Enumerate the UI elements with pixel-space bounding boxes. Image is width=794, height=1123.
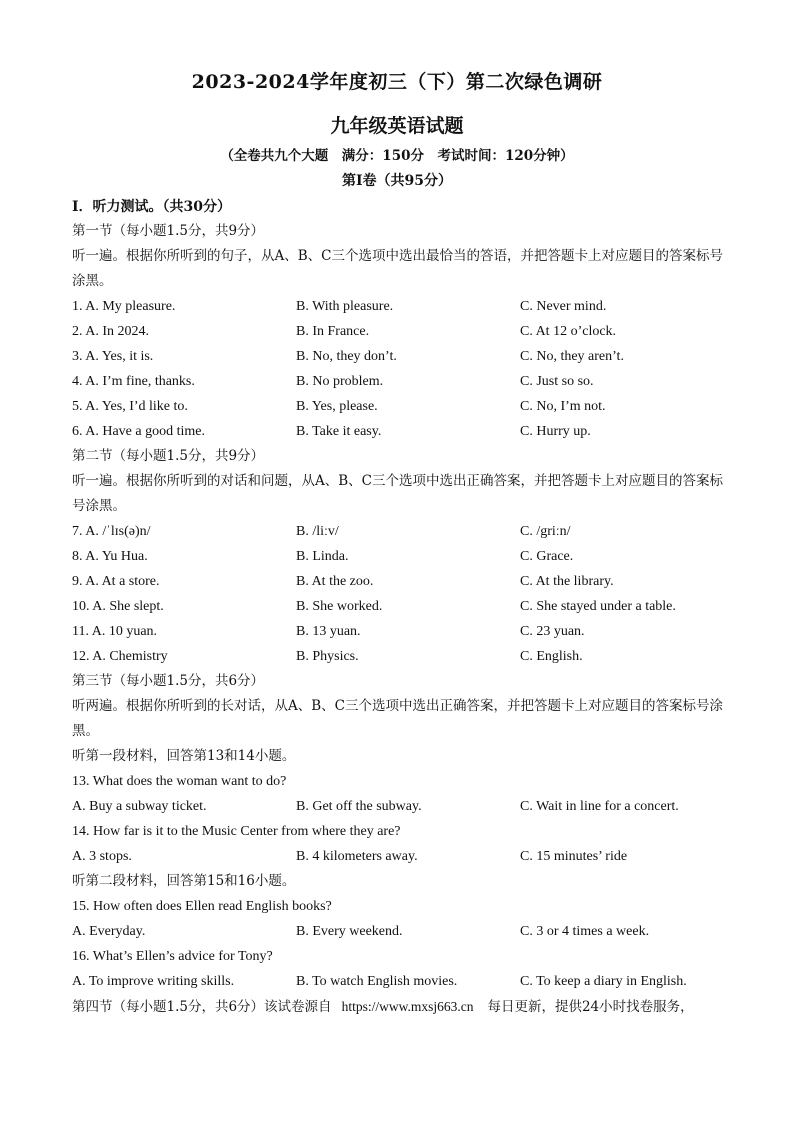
option-b: B. Yes, please.: [296, 399, 378, 414]
option-a: 10. A. She slept.: [72, 599, 164, 614]
source-link[interactable]: https://www.mxsj663.cn: [341, 999, 474, 1014]
option-c: C. Just so so.: [520, 374, 594, 389]
question-row: [72, 544, 732, 569]
option-c: C. Grace.: [520, 549, 574, 564]
option-c: C. Never mind.: [520, 299, 607, 314]
part3-title: 第三节（每小题1.5分，共6分）: [72, 673, 265, 689]
part4-title-line: [72, 994, 732, 1019]
exam-title: 2023-2024学年度初三（下）第二次绿色调研: [191, 71, 603, 93]
part3-instruction: 听两遍。根据你所听到的长对话，从A、B、C三个选项中选出正确答案，并把答题卡上对应题目的答案标号涂黑。: [72, 698, 723, 739]
option-a: 1. A. My pleasure.: [72, 299, 176, 314]
option-b: B. Every weekend.: [296, 924, 403, 939]
question-row: [72, 969, 732, 994]
part1-title: 第一节（每小题1.5分，共9分）: [72, 223, 265, 239]
question-row: [72, 394, 732, 419]
exam-subtitle: 九年级英语试题: [330, 115, 464, 137]
service-note: 每日更新，提供24小时找卷服务，: [487, 999, 694, 1015]
section-heading: Ⅰ．听力测试。（共30分）: [72, 199, 232, 215]
option-b: B. Physics.: [296, 649, 359, 664]
option-c: C. 23 yuan.: [520, 624, 585, 639]
option-b: B. 13 yuan.: [296, 624, 361, 639]
option-c: C. No, I’m not.: [520, 399, 606, 414]
option-a: 6. A. Have a good time.: [72, 424, 205, 439]
question-row: [72, 294, 732, 319]
part4-title: 第四节（每小题1.5分，共6分）该试卷源自: [72, 999, 332, 1015]
option-a: 11. A. 10 yuan.: [72, 624, 158, 639]
material-1-note: 听第一段材料，回答第13和14小题。: [72, 748, 296, 764]
option-b: B. With pleasure.: [296, 299, 394, 314]
question-row: [72, 844, 732, 869]
question-row: [72, 644, 732, 669]
option-c: C. At the library.: [520, 574, 614, 589]
option-b: B. Linda.: [296, 549, 349, 564]
option-a: 8. A. Yu Hua.: [72, 549, 148, 564]
option-b: B. Take it easy.: [296, 424, 382, 439]
option-c: C. At 12 o’clock.: [520, 324, 617, 339]
option-b: B. At the zoo.: [296, 574, 374, 589]
exam-info: （全卷共九个大题 满分：150分 考试时间：120分钟）: [220, 148, 574, 164]
question-stem: 16. What’s Ellen’s advice for Tony?: [72, 949, 273, 964]
option-a: 2. A. In 2024.: [72, 324, 149, 339]
option-a: 3. A. Yes, it is.: [72, 349, 154, 364]
option-c: C. /griːn/: [520, 524, 571, 539]
question-stem: 13. What does the woman want to do?: [72, 774, 287, 789]
option-b: B. No problem.: [296, 374, 384, 389]
question-row: [72, 344, 732, 369]
question-row: [72, 619, 732, 644]
material-2-note: 听第二段材料，回答第15和16小题。: [72, 873, 296, 889]
volume-label: 第Ⅰ卷（共95分）: [341, 173, 453, 189]
option-c: C. 3 or 4 times a week.: [520, 924, 650, 939]
question-row: [72, 794, 732, 819]
question-stem: 14. How far is it to the Music Center from where they are?: [72, 824, 401, 839]
part2-instruction: 听一遍。根据你所听到的对话和问题，从A、B、C三个选项中选出正确答案，并把答题卡上对应题目的答案标号涂黑。: [72, 473, 723, 514]
part1-instruction: 听一遍。根据你所听到的句子，从A、B、C三个选项中选出最恰当的答语，并把答题卡上对应题目的答案标号涂黑。: [72, 248, 723, 289]
question-row: [72, 519, 732, 544]
question-row: [72, 919, 732, 944]
option-b: B. To watch English movies.: [296, 974, 458, 989]
option-c: C. No, they aren’t.: [520, 349, 624, 364]
option-c: C. Hurry up.: [520, 424, 591, 439]
option-b: B. 4 kilometers away.: [296, 849, 418, 864]
question-stem: 15. How often does Ellen read English books?: [72, 899, 332, 914]
option-a: A. Buy a subway ticket.: [72, 799, 207, 814]
option-a: A. Everyday.: [72, 924, 146, 939]
option-a: A. To improve writing skills.: [72, 974, 235, 989]
option-a: 7. A. /ˈlɪs(ə)n/: [72, 524, 151, 539]
option-b: B. No, they don’t.: [296, 349, 397, 364]
question-row: [72, 319, 732, 344]
option-a: 4. A. I’m fine, thanks.: [72, 374, 195, 389]
option-a: 5. A. Yes, I’d like to.: [72, 399, 188, 414]
question-row: [72, 369, 732, 394]
option-a: 12. A. Chemistry: [72, 649, 168, 664]
option-a: A. 3 stops.: [72, 849, 132, 864]
option-b: B. She worked.: [296, 599, 383, 614]
question-row: [72, 594, 732, 619]
option-c: C. She stayed under a table.: [520, 599, 676, 614]
option-b: B. /liːv/: [296, 524, 339, 539]
option-b: B. In France.: [296, 324, 370, 339]
option-c: C. 15 minutes’ ride: [520, 849, 628, 864]
option-c: C. Wait in line for a concert.: [520, 799, 679, 814]
option-b: B. Get off the subway.: [296, 799, 422, 814]
question-row: [72, 569, 732, 594]
listening-section: [72, 219, 732, 1019]
option-c: C. To keep a diary in English.: [520, 974, 687, 989]
part2-title: 第二节（每小题1.5分，共9分）: [72, 448, 265, 464]
option-a: 9. A. At a store.: [72, 574, 160, 589]
question-row: [72, 419, 732, 444]
option-c: C. English.: [520, 649, 583, 664]
